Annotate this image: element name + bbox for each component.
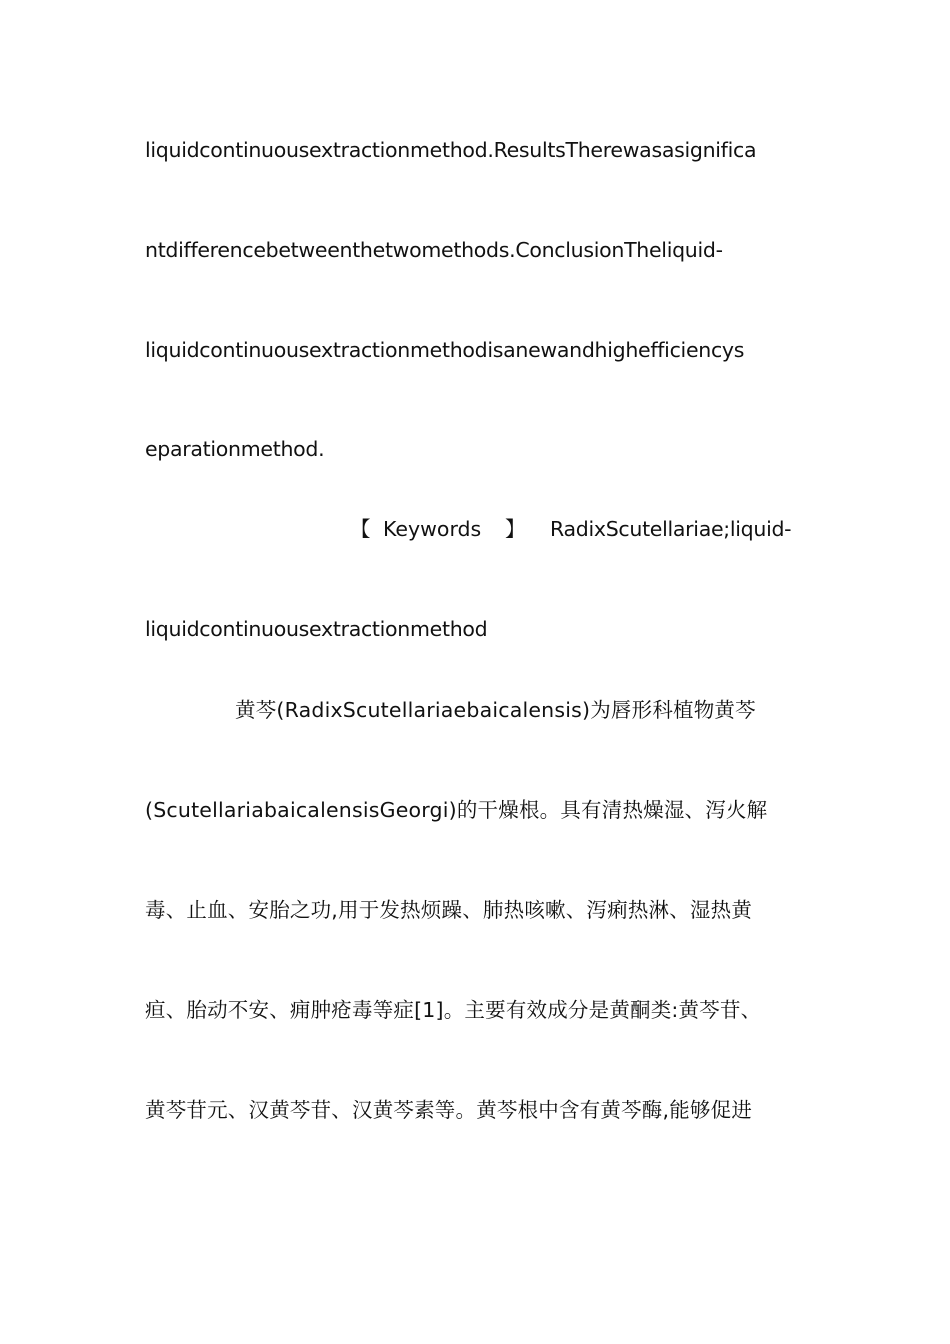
keywords-terms: RadixScutellariae;liquid-: [550, 517, 792, 541]
abstract-line-4: eparationmethod.: [145, 437, 325, 461]
body-line-2: (ScutellariabaicalensisGeorgi)的干燥根。具有清热燥湿、泻火解: [145, 798, 768, 822]
body-line-5: 黄芩苷元、汉黄芩苷、汉黄芩素等。黄芩根中含有黄芩酶,能够促进: [145, 1098, 753, 1122]
body-line-3: 毒、止血、安胎之功,用于发热烦躁、肺热咳嗽、泻痢热淋、湿热黄: [145, 898, 753, 922]
abstract-line-1: liquidcontinuousextractionmethod.ResultsTherewasasignifica: [145, 138, 757, 162]
abstract-line-3: liquidcontinuousextractionmethodisanewandhighefficiencys: [145, 338, 745, 362]
keywords-open-bracket: 【: [350, 517, 371, 541]
keywords-label: Keywords: [383, 517, 482, 541]
keywords-close-bracket: 】: [505, 517, 526, 541]
abstract-line-2: ntdifferencebetweenthetwomethods.ConclusionTheliquid-: [145, 238, 723, 262]
body-paragraph-first-line: 黄芩(RadixScutellariaebaicalensis)为唇形科植物黄芩: [235, 698, 756, 722]
keywords-terms-continued: liquidcontinuousextractionmethod: [145, 617, 488, 641]
body-line-4: 疸、胎动不安、痈肿疮毒等症[1]。主要有效成分是黄酮类:黄芩苷、: [145, 998, 762, 1022]
